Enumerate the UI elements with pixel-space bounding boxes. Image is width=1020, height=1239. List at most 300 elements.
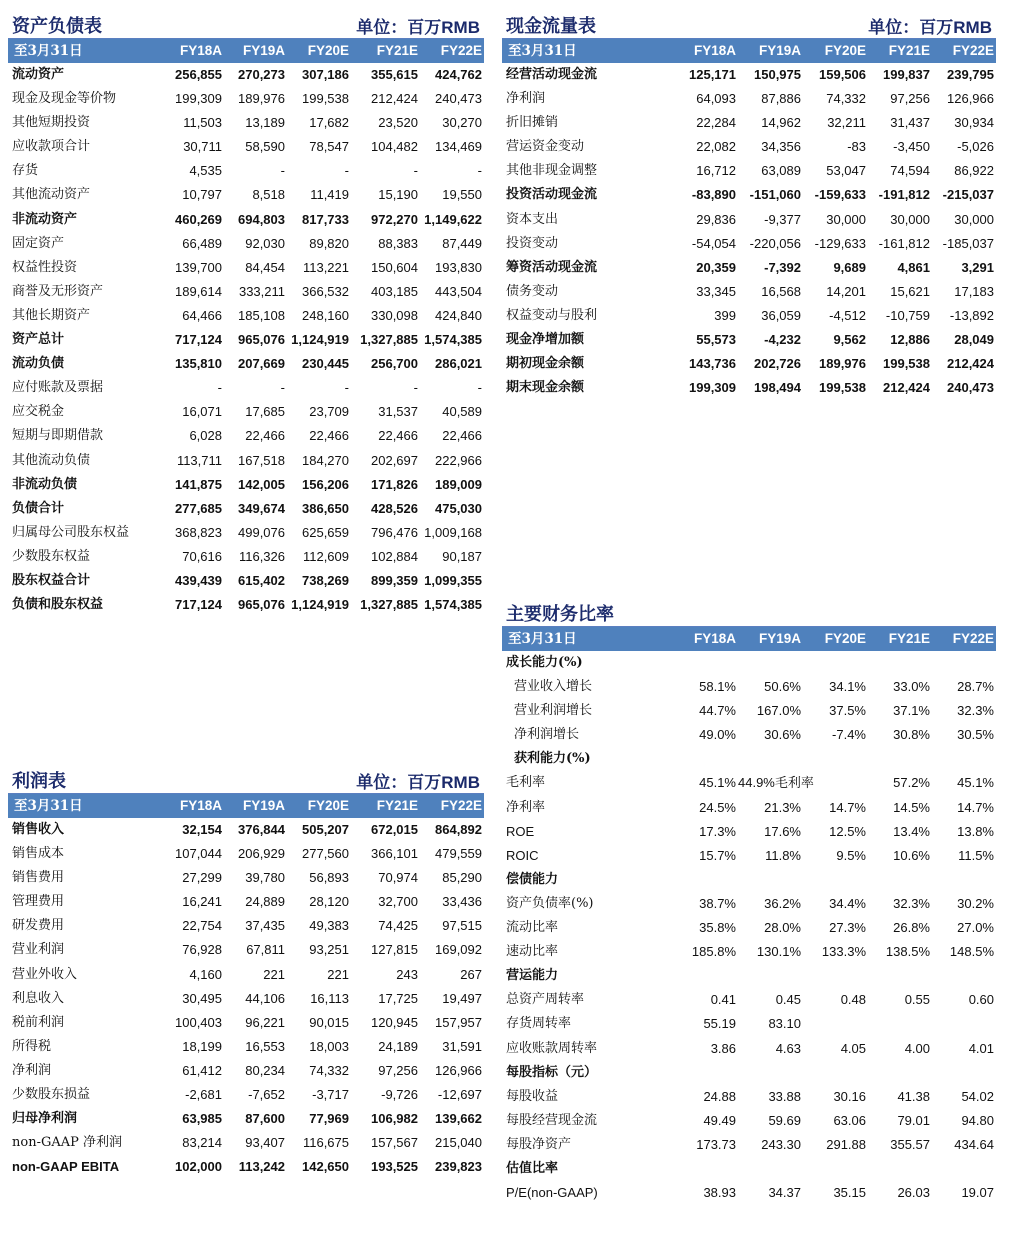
row-value: 24,889 bbox=[245, 894, 285, 910]
row-label: 债务变动 bbox=[506, 283, 559, 299]
row-value: 864,892 bbox=[435, 822, 482, 837]
row-label: 利息收入 bbox=[12, 990, 65, 1006]
table-row bbox=[8, 449, 484, 473]
row-value bbox=[868, 651, 932, 675]
row-value: 93,251 bbox=[309, 942, 349, 958]
table-row bbox=[8, 1155, 484, 1179]
row-value: 270,273 bbox=[238, 67, 285, 82]
table-row bbox=[8, 1059, 484, 1083]
row-value: 74,332 bbox=[826, 91, 866, 107]
row-value: 399 bbox=[714, 307, 736, 323]
row-value: 239,795 bbox=[947, 67, 994, 82]
row-label: 营业收入增长 bbox=[514, 679, 593, 695]
row-value: 135,810 bbox=[175, 356, 222, 372]
row-value: 222,966 bbox=[435, 452, 482, 468]
row-value: 30,270 bbox=[442, 115, 482, 131]
row-value: 34.37 bbox=[768, 1185, 801, 1201]
row-value: 4.63 bbox=[775, 1040, 801, 1056]
table-row bbox=[8, 135, 484, 159]
row-value: -4,232 bbox=[764, 332, 801, 348]
row-value: 80,234 bbox=[245, 1062, 285, 1078]
table-row bbox=[8, 376, 484, 400]
row-value: 256,700 bbox=[371, 356, 418, 372]
row-value: 77,969 bbox=[309, 1111, 349, 1127]
table-row bbox=[8, 1131, 484, 1155]
row-value: 34.1% bbox=[829, 679, 866, 695]
row-value: -191,812 bbox=[878, 187, 930, 203]
row-value: 35.15 bbox=[833, 1185, 866, 1201]
table-row bbox=[502, 675, 996, 699]
row-value: 33.88 bbox=[768, 1088, 801, 1104]
table-row bbox=[8, 63, 484, 87]
row-value: 57.2% bbox=[893, 775, 930, 791]
row-value bbox=[803, 747, 868, 771]
table-title: 资产负债表 bbox=[12, 16, 102, 37]
table-row bbox=[8, 304, 484, 328]
row-value: -7.4% bbox=[832, 727, 866, 743]
row-value: 3,291 bbox=[961, 259, 994, 275]
row-value: 460,269 bbox=[175, 211, 222, 227]
row-value: 37,435 bbox=[245, 918, 285, 934]
table-row bbox=[8, 890, 484, 914]
row-value: 199,309 bbox=[175, 91, 222, 107]
row-value: 16,553 bbox=[245, 1038, 285, 1054]
row-value bbox=[738, 868, 803, 892]
row-value: 55.19 bbox=[703, 1016, 736, 1032]
row-value: 63.06 bbox=[833, 1112, 866, 1128]
row-value: -4,512 bbox=[829, 307, 866, 323]
row-value bbox=[868, 1157, 932, 1181]
row-value: 615,402 bbox=[238, 572, 285, 588]
row-value: 17,183 bbox=[954, 283, 994, 299]
row-value: 33.0% bbox=[893, 679, 930, 695]
table-row bbox=[502, 1061, 996, 1085]
row-value: 89,820 bbox=[309, 235, 349, 251]
row-label: 归属母公司股东权益 bbox=[12, 524, 130, 540]
table-title: 主要财务比率 bbox=[506, 604, 614, 625]
row-value: 16,071 bbox=[182, 404, 222, 420]
row-value: 189,614 bbox=[175, 283, 222, 299]
row-value: -7,392 bbox=[764, 259, 801, 275]
row-label: 速动比率 bbox=[506, 944, 559, 960]
row-value: 70,974 bbox=[378, 870, 418, 886]
row-value: 37.1% bbox=[893, 703, 930, 719]
row-value: 38.93 bbox=[703, 1185, 736, 1201]
row-value: 4,160 bbox=[189, 966, 222, 982]
year-header: FY21E bbox=[888, 43, 930, 58]
row-value: 83,214 bbox=[182, 1135, 222, 1151]
row-value: -215,037 bbox=[942, 187, 994, 203]
row-value: 125,171 bbox=[689, 67, 736, 82]
row-value bbox=[738, 1157, 803, 1181]
row-value: 4.01 bbox=[968, 1040, 994, 1056]
row-value: 193,525 bbox=[371, 1159, 418, 1175]
row-value: 185,108 bbox=[238, 307, 285, 323]
row-value: 33,436 bbox=[442, 894, 482, 910]
row-value: 24,189 bbox=[378, 1038, 418, 1054]
row-value: - bbox=[477, 380, 482, 396]
row-value: 206,929 bbox=[238, 846, 285, 862]
row-value: 243.30 bbox=[761, 1136, 801, 1152]
row-value: 58,590 bbox=[245, 139, 285, 155]
row-value: 32,700 bbox=[378, 894, 418, 910]
row-label: 税前利润 bbox=[12, 1014, 65, 1030]
row-value: 74,332 bbox=[309, 1062, 349, 1078]
row-value: - bbox=[217, 380, 222, 396]
row-value: 83.10 bbox=[768, 1016, 801, 1032]
row-label: 成长能力(%) bbox=[506, 655, 583, 670]
income-statement-table bbox=[8, 765, 484, 1179]
row-value bbox=[738, 1061, 803, 1085]
table-row bbox=[502, 208, 996, 232]
row-value: 9.5% bbox=[836, 847, 866, 863]
year-header: FY20E bbox=[307, 798, 349, 813]
row-value: 24.88 bbox=[703, 1088, 736, 1104]
row-value: 157,957 bbox=[435, 1014, 482, 1030]
row-value: 44.9%毛利率 bbox=[738, 775, 814, 791]
row-label: ROE bbox=[506, 823, 535, 839]
row-value: 14.7% bbox=[957, 799, 994, 815]
row-value: 92,030 bbox=[245, 235, 285, 251]
row-value: 355.57 bbox=[890, 1136, 930, 1152]
row-label: 非流动负债 bbox=[12, 476, 78, 492]
row-label: 研发费用 bbox=[12, 918, 65, 934]
row-label: 经营活动现金流 bbox=[506, 67, 598, 82]
row-label: 权益变动与股利 bbox=[506, 307, 598, 323]
row-label: 销售成本 bbox=[12, 846, 65, 862]
row-value: 14.5% bbox=[893, 799, 930, 815]
row-value: 267 bbox=[460, 966, 482, 982]
row-label: 营业外收入 bbox=[12, 966, 78, 982]
row-value: 22,082 bbox=[696, 139, 736, 155]
row-value: 37.5% bbox=[829, 703, 866, 719]
row-value: -13,892 bbox=[949, 307, 994, 323]
row-value: 10,797 bbox=[182, 187, 222, 203]
row-value: 202,726 bbox=[754, 356, 801, 372]
row-label: 其他流动资产 bbox=[12, 187, 91, 203]
row-value: 102,884 bbox=[371, 548, 418, 564]
row-value bbox=[932, 1061, 996, 1085]
row-label: 归母净利润 bbox=[12, 1111, 78, 1127]
row-value: - bbox=[477, 163, 482, 179]
row-value bbox=[868, 964, 932, 988]
table-row bbox=[8, 497, 484, 521]
row-label: 固定资产 bbox=[12, 235, 65, 251]
table-row bbox=[502, 63, 996, 87]
row-value: 159,506 bbox=[819, 67, 866, 82]
table-row bbox=[8, 473, 484, 497]
row-value: 86,922 bbox=[954, 163, 994, 179]
row-value bbox=[932, 1157, 996, 1181]
row-label: 获利能力(%) bbox=[514, 751, 591, 767]
row-value: 50.6% bbox=[764, 679, 801, 695]
row-value: 3.86 bbox=[710, 1040, 736, 1056]
row-value: 142,005 bbox=[238, 476, 285, 492]
row-value: 1,327,885 bbox=[360, 597, 418, 613]
row-value: 738,269 bbox=[302, 572, 349, 588]
row-value: 143,736 bbox=[689, 356, 736, 372]
row-value: 199,538 bbox=[302, 91, 349, 107]
row-label: 资产负债率(%) bbox=[506, 895, 594, 911]
row-value: -5,026 bbox=[957, 139, 994, 155]
row-value bbox=[672, 651, 738, 675]
row-value: 243 bbox=[396, 966, 418, 982]
row-value: 139,700 bbox=[175, 259, 222, 275]
row-value: -3,717 bbox=[312, 1087, 349, 1103]
row-value: -185,037 bbox=[942, 235, 994, 251]
row-value bbox=[803, 1157, 868, 1181]
row-value: 167.0% bbox=[756, 703, 801, 719]
row-value: 386,650 bbox=[302, 500, 349, 516]
header-row bbox=[8, 794, 484, 818]
row-value: 972,270 bbox=[371, 211, 418, 227]
row-value: -10,759 bbox=[885, 307, 930, 323]
row-value: 22,284 bbox=[696, 115, 736, 131]
unit-label: 单位：百万RMB bbox=[356, 773, 480, 792]
row-value bbox=[868, 868, 932, 892]
row-value: 76,928 bbox=[182, 942, 222, 958]
row-value: 796,476 bbox=[371, 524, 418, 540]
row-value: 139,662 bbox=[435, 1111, 482, 1127]
row-value: 97,515 bbox=[442, 918, 482, 934]
row-value: 32.3% bbox=[893, 895, 930, 911]
row-value: 142,650 bbox=[302, 1159, 349, 1175]
row-value: 113,242 bbox=[238, 1159, 285, 1175]
row-value: 32,154 bbox=[182, 822, 222, 837]
row-value: -220,056 bbox=[749, 235, 801, 251]
row-value: 112,609 bbox=[302, 548, 349, 564]
row-value: 368,823 bbox=[175, 524, 222, 540]
period-header: 至3月31日 bbox=[14, 43, 83, 59]
row-value bbox=[672, 1157, 738, 1181]
row-value: 148.5% bbox=[949, 944, 994, 960]
row-value: 67,811 bbox=[246, 942, 285, 958]
row-value: 106,982 bbox=[371, 1111, 418, 1127]
row-value: 32,211 bbox=[827, 115, 866, 131]
row-value: 30.5% bbox=[957, 727, 994, 743]
row-value: 349,674 bbox=[238, 500, 285, 516]
row-value bbox=[932, 747, 996, 771]
table-row bbox=[8, 1035, 484, 1059]
row-value: 18,003 bbox=[309, 1038, 349, 1054]
table-row bbox=[502, 1085, 996, 1109]
row-value: 15,190 bbox=[378, 187, 418, 203]
table-row bbox=[8, 1083, 484, 1107]
row-value: 22,466 bbox=[245, 428, 285, 444]
row-value: 505,207 bbox=[302, 822, 349, 837]
row-label: 营运资金变动 bbox=[506, 139, 585, 155]
row-label: 非流动资产 bbox=[12, 211, 78, 227]
row-label: 其他短期投资 bbox=[12, 115, 91, 131]
row-value: 93,407 bbox=[245, 1135, 285, 1151]
row-label: 其他非现金调整 bbox=[506, 163, 598, 179]
row-value: 28.7% bbox=[957, 679, 994, 695]
row-value: 0.45 bbox=[775, 992, 801, 1008]
row-value: 277,685 bbox=[175, 500, 222, 516]
row-value bbox=[672, 868, 738, 892]
table-title: 现金流量表 bbox=[506, 16, 596, 37]
row-value: 0.55 bbox=[904, 992, 930, 1008]
row-label: non-GAAP EBITA bbox=[12, 1159, 120, 1175]
row-value: 333,211 bbox=[238, 283, 285, 299]
row-value bbox=[672, 747, 738, 771]
row-label: 净利率 bbox=[506, 799, 546, 815]
row-value: 18,199 bbox=[182, 1038, 222, 1054]
row-value: 22,754 bbox=[182, 918, 222, 934]
row-value: 11.5% bbox=[958, 847, 994, 863]
row-label: 少数股东损益 bbox=[12, 1087, 91, 1103]
row-value bbox=[932, 651, 996, 675]
row-value: 102,000 bbox=[175, 1159, 222, 1175]
row-value: 70,616 bbox=[182, 548, 222, 564]
row-value: 4,861 bbox=[897, 259, 930, 275]
table-row bbox=[8, 328, 484, 352]
row-value: 150,975 bbox=[754, 67, 801, 82]
row-value: 15,621 bbox=[890, 283, 930, 299]
row-value: 30,000 bbox=[954, 211, 994, 227]
row-value: 127,815 bbox=[371, 942, 418, 958]
row-value: 44.7% bbox=[699, 703, 736, 719]
row-label: 短期与即期借款 bbox=[12, 428, 104, 444]
row-label: 权益性投资 bbox=[12, 259, 78, 275]
row-value: 58.1% bbox=[699, 679, 736, 695]
row-value: 30,495 bbox=[182, 990, 222, 1006]
table-row bbox=[502, 183, 996, 207]
row-value: 10.6% bbox=[893, 847, 930, 863]
table-row bbox=[502, 159, 996, 183]
row-value: -12,697 bbox=[437, 1087, 482, 1103]
row-value: 9,689 bbox=[833, 259, 866, 275]
year-header: FY21E bbox=[376, 43, 418, 58]
row-label: 资产总计 bbox=[12, 332, 65, 348]
row-value: - bbox=[413, 380, 418, 396]
row-value bbox=[803, 964, 868, 988]
table-row bbox=[8, 842, 484, 866]
row-label: 每股经营现金流 bbox=[506, 1112, 598, 1128]
row-value: 44,106 bbox=[245, 990, 285, 1006]
year-header: FY19A bbox=[242, 43, 285, 58]
row-label: 每股净资产 bbox=[506, 1136, 572, 1152]
row-label: 应收款项合计 bbox=[12, 139, 91, 155]
row-value: 277,560 bbox=[302, 846, 349, 862]
table-row bbox=[8, 208, 484, 232]
row-value: 28.0% bbox=[764, 920, 801, 936]
year-header: FY22E bbox=[440, 43, 482, 58]
row-value: -83 bbox=[847, 139, 866, 155]
table-title-bar bbox=[8, 10, 484, 39]
row-value: 16,712 bbox=[696, 163, 736, 179]
row-value: 239,823 bbox=[435, 1159, 482, 1175]
row-value: 16,113 bbox=[310, 990, 349, 1006]
row-value: - bbox=[413, 163, 418, 179]
table-title-bar bbox=[502, 10, 996, 39]
row-value: 330,098 bbox=[371, 307, 418, 323]
table-row bbox=[502, 723, 996, 747]
row-value: 184,270 bbox=[302, 452, 349, 468]
row-value bbox=[803, 1061, 868, 1085]
table-row bbox=[502, 844, 996, 868]
row-value: 439,439 bbox=[175, 572, 222, 588]
row-label: 营运能力 bbox=[506, 968, 559, 984]
row-value: 256,855 bbox=[175, 67, 222, 82]
row-value: 14,962 bbox=[761, 115, 801, 131]
table-row bbox=[502, 892, 996, 916]
row-value: 87,449 bbox=[442, 235, 482, 251]
row-value: 202,697 bbox=[371, 452, 418, 468]
table-row bbox=[502, 988, 996, 1012]
table-row bbox=[502, 135, 996, 159]
row-value: 35.8% bbox=[699, 920, 736, 936]
table-row bbox=[502, 1037, 996, 1061]
table-row bbox=[502, 111, 996, 135]
year-header: FY20E bbox=[307, 43, 349, 58]
row-value: 207,669 bbox=[238, 356, 285, 372]
table-row bbox=[8, 987, 484, 1011]
row-value: 130.1% bbox=[756, 944, 801, 960]
row-value: 126,966 bbox=[435, 1062, 482, 1078]
row-label: 折旧摊销 bbox=[506, 115, 559, 131]
row-value: 11,503 bbox=[183, 115, 222, 131]
row-value: 221 bbox=[327, 966, 349, 982]
row-label: 每股收益 bbox=[506, 1088, 559, 1104]
row-value: 185.8% bbox=[691, 944, 736, 960]
row-value: 156,206 bbox=[302, 476, 349, 492]
row-value: 27.0% bbox=[957, 920, 994, 936]
row-label: 其他长期资产 bbox=[12, 307, 91, 323]
table-row bbox=[502, 796, 996, 820]
row-label: ROIC bbox=[506, 847, 539, 863]
table-row bbox=[502, 1012, 996, 1036]
row-value: 49,383 bbox=[309, 918, 349, 934]
row-value: 9,562 bbox=[833, 332, 866, 348]
row-value: 30,711 bbox=[183, 139, 222, 155]
row-value: 22,466 bbox=[309, 428, 349, 444]
row-value: 54.02 bbox=[961, 1088, 994, 1104]
row-label: 所得税 bbox=[12, 1038, 52, 1054]
table-title-bar bbox=[8, 765, 484, 794]
table-row bbox=[502, 1181, 996, 1205]
row-value: 1,124,919 bbox=[291, 332, 349, 348]
row-value: 141,875 bbox=[175, 476, 222, 492]
row-value: -54,054 bbox=[691, 235, 736, 251]
row-value: 64,093 bbox=[696, 91, 736, 107]
year-header: FY21E bbox=[888, 631, 930, 646]
row-value: 59.69 bbox=[768, 1112, 801, 1128]
row-value: 4.05 bbox=[840, 1040, 866, 1056]
row-value: 94.80 bbox=[961, 1112, 994, 1128]
row-value: 169,092 bbox=[435, 942, 482, 958]
row-value: 113,711 bbox=[176, 452, 222, 468]
row-label: 净利润 bbox=[12, 1062, 52, 1078]
row-value: 24.5% bbox=[699, 799, 736, 815]
row-value: 66,489 bbox=[182, 235, 222, 251]
row-value: - bbox=[344, 163, 349, 179]
row-value: 173.73 bbox=[696, 1136, 736, 1152]
row-value: 0.60 bbox=[968, 992, 994, 1008]
table-row bbox=[502, 699, 996, 723]
row-value: 189,976 bbox=[238, 91, 285, 107]
row-value: 22,466 bbox=[442, 428, 482, 444]
row-value: 120,945 bbox=[371, 1014, 418, 1030]
row-value: 11.8% bbox=[765, 847, 801, 863]
table-row bbox=[8, 818, 484, 842]
table-row bbox=[502, 376, 996, 400]
period-header: 至3月31日 bbox=[14, 798, 83, 814]
row-value: 717,124 bbox=[175, 332, 222, 348]
row-value: 96,221 bbox=[245, 1014, 285, 1030]
row-value: 221 bbox=[263, 966, 285, 982]
row-value bbox=[932, 1012, 996, 1036]
